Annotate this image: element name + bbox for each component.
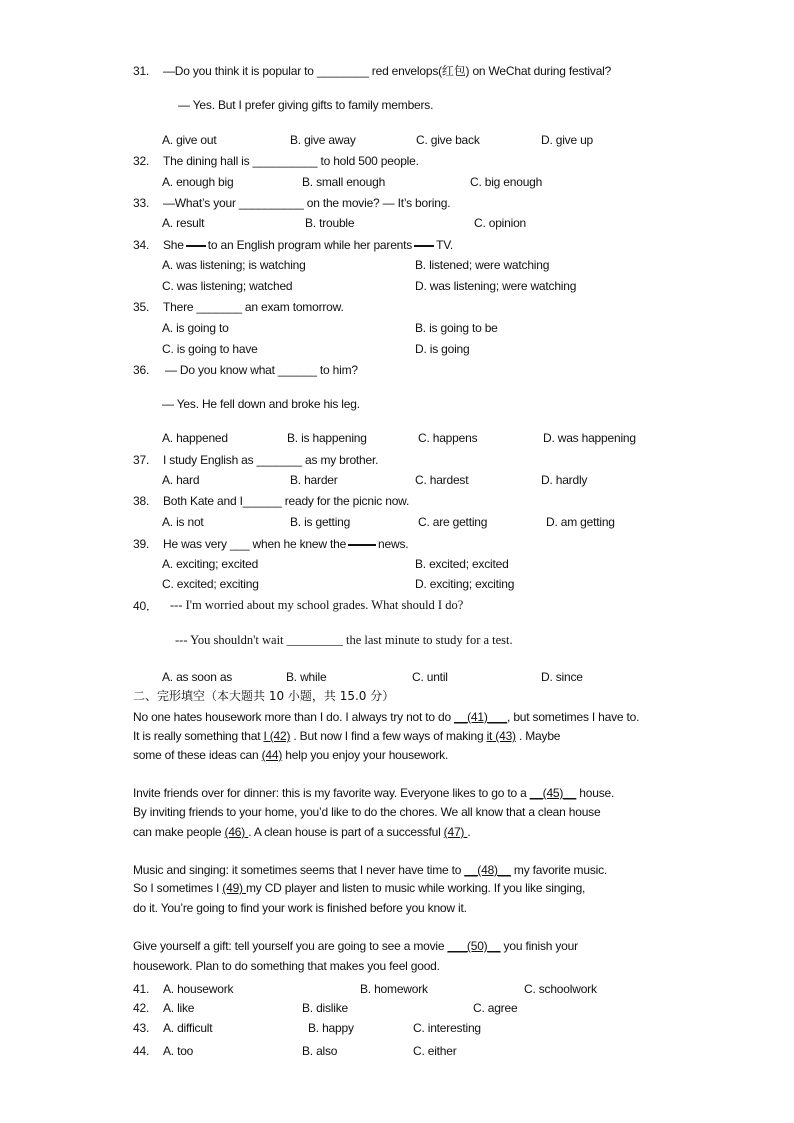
q32-option-a: A. enough big: [162, 175, 234, 189]
passage-p2-line1: Invite friends over for dinner: this is my favorite way. Everyone likes to go to a __(45)__ house.: [133, 786, 615, 800]
q32-number: 32.: [133, 154, 150, 168]
q35-option-d: D. is going: [415, 342, 470, 356]
blank-44: (44): [261, 748, 283, 762]
q39-stem-part2: news.: [378, 537, 409, 551]
q39-number: 39.: [133, 537, 150, 551]
q31-stem: —Do you think it is popular to ________ red envelops(红包) on WeChat during festival?: [163, 64, 612, 78]
q35-option-b: B. is going to be: [415, 321, 498, 335]
blank-48: __(48)__: [464, 863, 511, 877]
q42-number: 42.: [133, 1001, 150, 1015]
q44-option-c: C. either: [413, 1044, 457, 1058]
q37-stem: I study English as _______ as my brother.: [163, 453, 379, 467]
q34-stem-part2: to an English program while her parents: [207, 238, 413, 252]
q34-option-b: B. listened; were watching: [415, 258, 550, 272]
q35-number: 35.: [133, 300, 150, 314]
q36-number: 36.: [133, 363, 150, 377]
q40-option-d: D. since: [541, 670, 583, 684]
q38-option-a: A. is not: [162, 515, 204, 529]
q34-number: 34.: [133, 238, 150, 252]
q43-option-c: C. interesting: [413, 1021, 481, 1035]
q40-option-b: B. while: [286, 670, 327, 684]
q41-option-a: A. housework: [163, 982, 234, 996]
q31-option-d: D. give up: [541, 133, 594, 147]
q34-blank-2: [414, 245, 434, 247]
blank-43: it (43): [486, 729, 516, 743]
passage-p1-line3: some of these ideas can (44) help you enjoy your housework.: [133, 748, 449, 762]
q35-option-a: A. is going to: [162, 321, 229, 335]
q33-option-a: A. result: [162, 216, 205, 230]
q40-stem: --- I'm worried about my school grades. What should I do?: [170, 598, 464, 612]
q38-stem: Both Kate and I______ ready for the picnic now.: [163, 494, 410, 508]
q31-number: 31.: [133, 64, 150, 78]
q31-reply: — Yes. But I prefer giving gifts to family members.: [178, 98, 434, 112]
q34-option-a: A. was listening; is watching: [162, 258, 306, 272]
q37-number: 37.: [133, 453, 150, 467]
q37-option-b: B. harder: [290, 473, 338, 487]
q39-stem-part1: He was very ___ when he knew the: [163, 537, 347, 551]
q38-option-c: C. are getting: [418, 515, 488, 529]
q39-option-c: C. excited; exciting: [162, 577, 259, 591]
q34-option-d: D. was listening; were watching: [415, 279, 577, 293]
q31-option-a: A. give out: [162, 133, 217, 147]
blank-45: __(45)__: [529, 786, 577, 800]
blank-49: (49): [222, 881, 246, 895]
q33-stem: —What’s your __________ on the movie? — It’s boring.: [163, 196, 451, 210]
q41-number: 41.: [133, 982, 150, 996]
q40-option-c: C. until: [412, 670, 448, 684]
q43-number: 43.: [133, 1021, 150, 1035]
q32-option-c: C. big enough: [470, 175, 543, 189]
q38-option-b: B. is getting: [290, 515, 351, 529]
passage-p4-line2: housework. Plan to do something that makes you feel good.: [133, 959, 440, 973]
q42-option-b: B. dislike: [302, 1001, 349, 1015]
q32-stem: The dining hall is __________ to hold 500 people.: [163, 154, 419, 168]
passage-p3-line1: Music and singing: it sometimes seems that I never have time to __(48)__ my favorite music.: [133, 863, 608, 877]
q31-option-b: B. give away: [290, 133, 356, 147]
passage-p1-line1: No one hates housework more than I do. I always try not to do __(41)___, but sometimes I have to.: [133, 710, 640, 724]
q39-option-b: B. excited; excited: [415, 557, 509, 571]
q34-stem: [163, 238, 453, 252]
q34-option-c: C. was listening; watched: [162, 279, 293, 293]
passage-p2-line3: can make people (46) . A clean house is part of a successful (47) .: [133, 825, 471, 839]
q44-number: 44.: [133, 1044, 150, 1058]
blank-46: (46): [224, 825, 249, 839]
q33-option-c: C. opinion: [474, 216, 527, 230]
q40-number: 40．: [133, 599, 158, 613]
q37-option-d: D. hardly: [541, 473, 588, 487]
q39-stem: [163, 537, 408, 551]
q42-option-a: A. like: [163, 1001, 195, 1015]
passage-p2-line2: By inviting friends to your home, you’d like to do the chores. We all know that a clean house: [133, 805, 601, 819]
q37-option-c: C. hardest: [415, 473, 469, 487]
blank-42: I (42): [263, 729, 291, 743]
q34-stem-part3: TV.: [436, 238, 454, 252]
q39-option-d: D. exciting; exciting: [415, 577, 515, 591]
q36-option-d: D. was happening: [543, 431, 636, 445]
q36-option-c: C. happens: [418, 431, 478, 445]
q35-stem: There _______ an exam tomorrow.: [163, 300, 344, 314]
q44-option-b: B. also: [302, 1044, 338, 1058]
passage-p3-line2: So I sometimes I (49) my CD player and listen to music while working. If you like singing,: [133, 881, 586, 895]
q37-option-a: A. hard: [162, 473, 200, 487]
q42-option-c: C. agree: [473, 1001, 518, 1015]
passage-p4-line1: Give yourself a gift: tell yourself you are going to see a movie ___(50)__ you finish your: [133, 939, 578, 953]
q33-number: 33.: [133, 196, 150, 210]
q36-reply: — Yes. He fell down and broke his leg.: [162, 397, 360, 411]
section-2-heading: 二、完形填空（本大题共 10 小题，共 15.0 分）: [133, 689, 395, 703]
q34-stem-part1: She: [163, 238, 184, 252]
passage-p1-line2: It is really something that I (42) . But now I find a few ways of making it (43) . Maybe: [133, 729, 561, 743]
blank-47: (47): [443, 825, 468, 839]
q40-option-a: A. as soon as: [162, 670, 233, 684]
q36-option-b: B. is happening: [287, 431, 367, 445]
q44-option-a: A. too: [163, 1044, 194, 1058]
q41-option-c: C. schoolwork: [524, 982, 597, 996]
passage-p3-line3: do it. You’re going to find your work is finished before you know it.: [133, 901, 467, 915]
q36-option-a: A. happened: [162, 431, 228, 445]
q39-blank: [348, 544, 376, 546]
q31-option-c: C. give back: [416, 133, 480, 147]
blank-41: __(41)___: [454, 710, 508, 724]
q39-option-a: A. exciting; excited: [162, 557, 259, 571]
q33-option-b: B. trouble: [305, 216, 355, 230]
q43-option-b: B. happy: [308, 1021, 354, 1035]
q43-option-a: A. difficult: [163, 1021, 213, 1035]
q35-option-c: C. is going to have: [162, 342, 258, 356]
q32-option-b: B. small enough: [302, 175, 386, 189]
q40-reply: --- You shouldn't wait _________ the last minute to study for a test.: [175, 633, 513, 647]
blank-50: ___(50)__: [447, 939, 501, 953]
q38-number: 38.: [133, 494, 150, 508]
q38-option-d: D. am getting: [546, 515, 615, 529]
q36-stem: — Do you know what ______ to him?: [165, 363, 358, 377]
q34-blank-1: [186, 245, 206, 247]
q41-option-b: B. homework: [360, 982, 428, 996]
